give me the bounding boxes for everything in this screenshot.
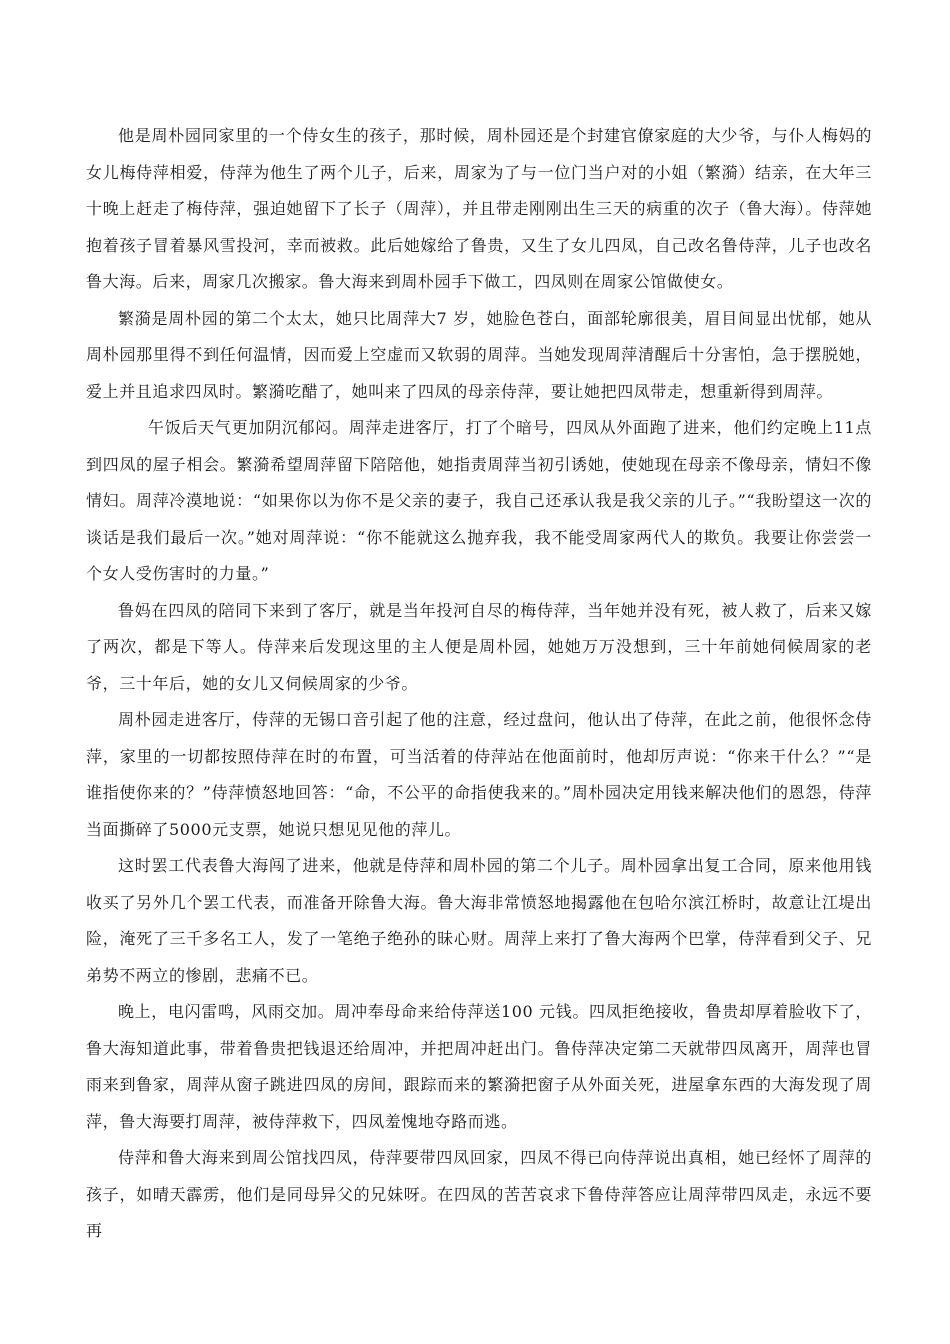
paragraph-8: 侍萍和鲁大海来到周公馆找四凤，侍萍要带四凤回家，四凤不得已向侍萍说出真相，她已经怀了周萍的孩子，如晴天霹雳，他们是同母异父的兄妹呀。在四凤的苦苦哀求下鲁侍萍答应让周萍带四凤走，永远不要再 bbox=[86, 1148, 872, 1240]
paragraph-5: 周朴园走进客厅，侍萍的无锡口音引起了他的注意，经过盘问，他认出了侍萍，在此之前，他很怀念侍萍，家里的一切都按照侍萍在时的布置，可当活着的侍萍站在他面前时，他却厉声说：“你来干什么？”“是谁指使你来的？”侍萍愤怒地回答：“命，不公平的命指使我来的。”周朴园决定用钱来解决他们的恩怨，侍萍当面撕碎了5000元支票，她说只想见见他的萍儿。 bbox=[86, 710, 872, 839]
paragraph-2: 繁漪是周朴园的第二个太太，她只比周萍大7 岁，她脸色苍白，面部轮廓很美，眉目间显出忧郁，她从周朴园那里得不到任何温情，因而爱上空虚而又软弱的周萍。当她发现周萍清醒后十分害怕，急于摆脱她，爱上并且追求四凤时。繁漪吃醋了，她叫来了四凤的母亲侍萍，要让她把四凤带走，想重新得到周萍。 bbox=[86, 308, 872, 401]
paragraph-3: 午饭后天气更加阴沉郁闷。周萍走进客厅，打了个暗号，四凤从外面跑了进来，他们约定晚上11点到四凤的屋子相会。繁漪希望周萍留下陪陪他，她指责周萍当初引诱她，使她现在母亲不像母亲，情妇不像情妇。周萍冷漠地说：“如果你以为你不是父亲的妻子，我自己还承认我是我父亲的儿子。”“我盼望这一次的谈话是我们最后一次。”她对周萍说：“你不能就这么抛弃我，我不能受周家两代人的欺负。我要让你尝尝一个女人受伤害时的力量。” bbox=[86, 418, 872, 583]
document-body bbox=[86, 118, 872, 1250]
paragraph-7: 晚上，电闪雷鸣，风雨交加。周冲奉母命来给侍萍送100 元钱。四凤拒绝接收，鲁贵却厚着脸收下了，鲁大海知道此事，带着鲁贵把钱退还给周冲，并把周冲赶出门。鲁侍萍决定第二天就带四凤离开，周萍也冒雨来到鲁家，周萍从窗子跳进四凤的房间，跟踪而来的繁漪把窗子从外面关死，进屋拿东西的大海发现了周萍，鲁大海要打周萍，被侍萍救下，四凤羞愧地夺路而逃。 bbox=[86, 1002, 872, 1131]
paragraph-1: 他是周朴园同家里的一个侍女生的孩子，那时候，周朴园还是个封建官僚家庭的大少爷，与仆人梅妈的女儿梅侍萍相爱，侍萍为他生了两个儿子，后来，周家为了与一位门当户对的小姐（繁漪）结亲，在大年三十晚上赶走了梅侍萍，强迫她留下了长子（周萍），并且带走刚刚出生三天的病重的次子（鲁大海）。侍萍她抱着孩子冒着暴风雪投河，幸而被救。此后她嫁给了鲁贵，又生了女儿四凤，自己改名鲁侍萍，儿子也改名鲁大海。后来，周家几次搬家。鲁大海来到周朴园手下做工，四凤则在周家公馆做使女。 bbox=[86, 126, 872, 291]
paragraph-6: 这时罢工代表鲁大海闯了进来，他就是侍萍和周朴园的第二个儿子。周朴园拿出复工合同，原来他用钱收买了另外几个罢工代表，而准备开除鲁大海。鲁大海非常愤怒地揭露他在包哈尔滨江桥时，故意让江堤出险，淹死了三千多名工人，发了一笔绝子绝孙的昧心财。周萍上来打了鲁大海两个巴掌，侍萍看到父子、兄弟势不两立的惨剧，悲痛不已。 bbox=[86, 856, 872, 985]
paragraph-4: 鲁妈在四凤的陪同下来到了客厅，就是当年投河自尽的梅侍萍，当年她并没有死，被人救了，后来又嫁了两次，都是下等人。侍萍来后发现这里的主人便是周朴园，她她万万没想到，三十年前她伺候周家的老爷，三十年后，她的女儿又伺候周家的少爷。 bbox=[86, 600, 872, 693]
